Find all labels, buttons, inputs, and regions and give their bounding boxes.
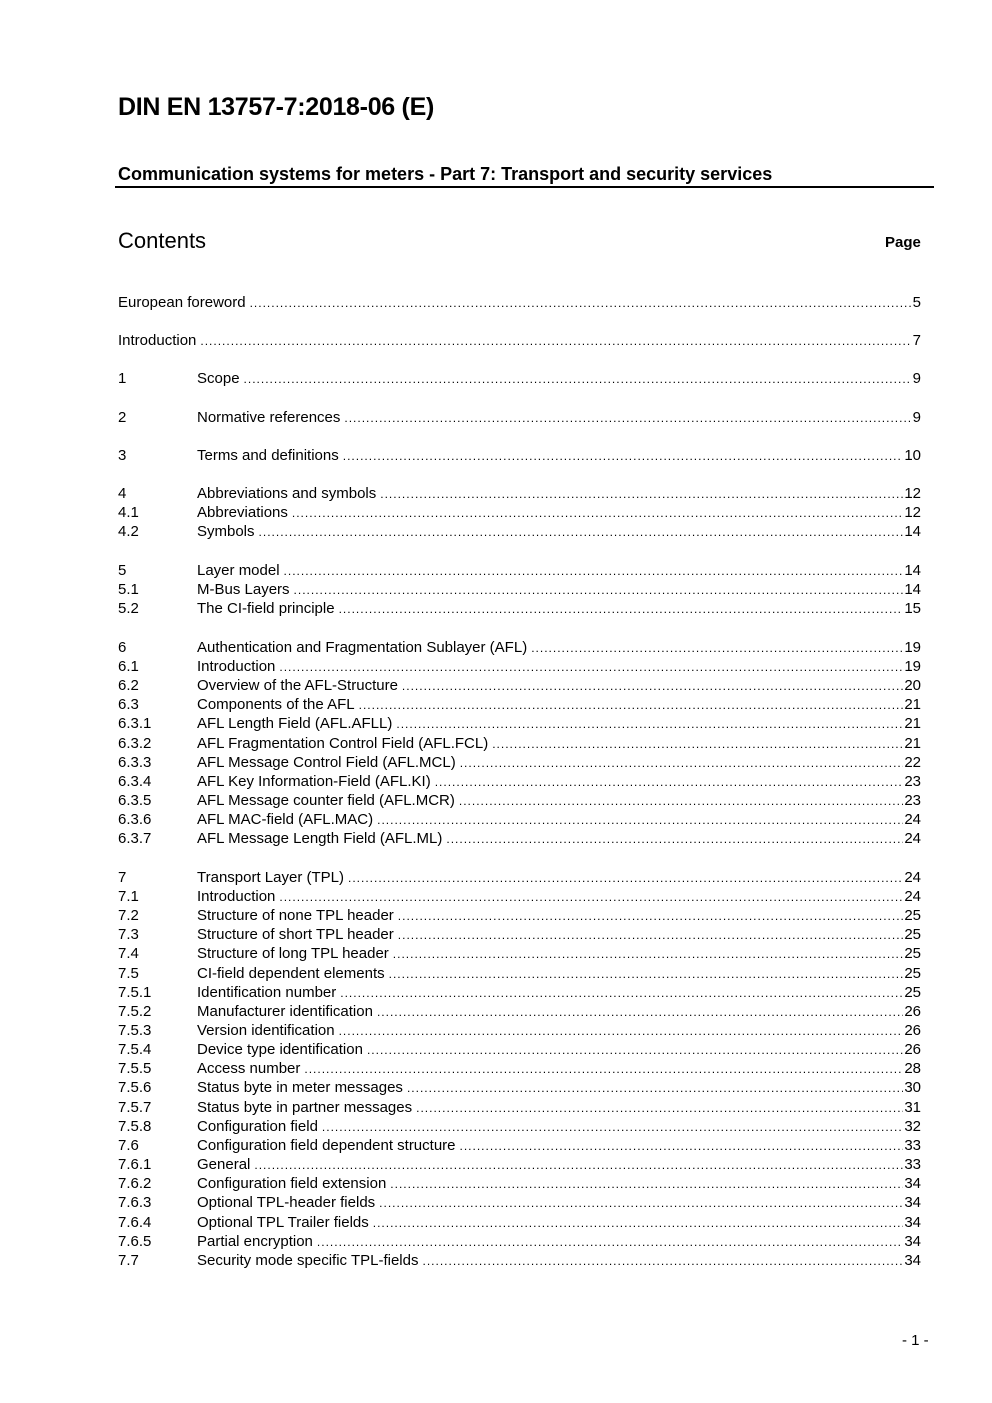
toc-entry-number: 6.3.2 <box>118 735 152 752</box>
toc-entry[interactable] <box>118 599 921 618</box>
toc-entry-number: 4.1 <box>118 504 139 521</box>
toc-entry-number: 6.3.5 <box>118 792 152 809</box>
toc-entry[interactable] <box>118 753 921 772</box>
toc-entry-page: 25 <box>904 926 921 943</box>
toc-entry-page: 34 <box>904 1252 921 1269</box>
toc-entry[interactable] <box>118 331 921 350</box>
toc-entry-number: 7.5.7 <box>118 1099 152 1116</box>
toc-dot-leader <box>402 677 903 696</box>
toc-entry-title: Optional TPL Trailer fields <box>197 1214 369 1231</box>
toc-entry[interactable] <box>118 868 921 887</box>
toc-dot-leader <box>435 773 904 792</box>
toc-entry-page: 26 <box>904 1022 921 1039</box>
toc-entry-number: 1 <box>118 370 127 387</box>
toc-entry-title: The CI-field principle <box>197 600 335 617</box>
toc-entry-number: 7.5.6 <box>118 1079 152 1096</box>
toc-entry-page: 25 <box>904 945 921 962</box>
toc-dot-leader <box>422 1252 903 1271</box>
toc-entry-title: CI-field dependent elements <box>197 965 385 982</box>
toc-entry-title: Introduction <box>197 658 276 675</box>
toc-entry-title: Symbols <box>197 523 255 540</box>
toc-entry-title: AFL Message Length Field (AFL.ML) <box>197 830 443 847</box>
toc-entry[interactable] <box>118 638 921 657</box>
toc-dot-leader <box>380 485 903 504</box>
toc-entry[interactable] <box>118 1059 921 1078</box>
toc-entry-number: 7.5 <box>118 965 139 982</box>
toc-entry-title: Introduction <box>197 888 276 905</box>
toc-entry-page: 14 <box>904 523 921 540</box>
toc-entry-number: 6 <box>118 639 127 656</box>
toc-entry-number: 7.5.1 <box>118 984 152 1001</box>
toc-entry-title: Abbreviations and symbols <box>197 485 377 502</box>
toc-entry-title: Structure of long TPL header <box>197 945 389 962</box>
toc-entry-number: 7.2 <box>118 907 139 924</box>
toc-entry[interactable] <box>118 503 921 522</box>
toc-dot-leader <box>407 1079 903 1098</box>
toc-entry[interactable] <box>118 695 921 714</box>
toc-entry-page: 12 <box>904 485 921 502</box>
toc-dot-leader <box>343 447 904 466</box>
toc-entry[interactable] <box>118 772 921 791</box>
toc-entry[interactable] <box>118 1002 921 1021</box>
toc-entry-title: Scope <box>197 370 240 387</box>
toc-entry-page: 31 <box>904 1099 921 1116</box>
page-column-heading: Page <box>885 234 921 251</box>
toc-entry-page: 15 <box>904 600 921 617</box>
toc-dot-leader <box>398 926 904 945</box>
toc-entry-page: 25 <box>904 984 921 1001</box>
toc-dot-leader <box>398 907 904 926</box>
toc-entry-title: Access number <box>197 1060 301 1077</box>
toc-entry-page: 24 <box>904 888 921 905</box>
toc-entry-title: AFL Key Information-Field (AFL.KI) <box>197 773 431 790</box>
toc-dot-leader <box>284 562 904 581</box>
toc-entry-title: Components of the AFL <box>197 696 355 713</box>
toc-entry-number: 7.6.3 <box>118 1194 152 1211</box>
toc-dot-leader <box>377 811 903 830</box>
toc-entry[interactable] <box>118 369 921 388</box>
toc-entry-page: 14 <box>904 581 921 598</box>
toc-entry-title: European foreword <box>118 294 246 311</box>
toc-entry-number: 7.6.5 <box>118 1233 152 1250</box>
toc-entry-page: 20 <box>904 677 921 694</box>
toc-entry-page: 25 <box>904 965 921 982</box>
toc-dot-leader <box>244 370 912 389</box>
toc-entry[interactable] <box>118 734 921 753</box>
toc-entry-title: AFL MAC-field (AFL.MAC) <box>197 811 374 828</box>
toc-entry-page: 33 <box>904 1137 921 1154</box>
toc-entry-title: Status byte in partner messages <box>197 1099 413 1116</box>
toc-entry-title: Configuration field <box>197 1118 318 1135</box>
toc-entry-number: 5.2 <box>118 600 139 617</box>
toc-entry-number: 6.3.1 <box>118 715 152 732</box>
toc-entry[interactable] <box>118 983 921 1002</box>
toc-entry[interactable] <box>118 1213 921 1232</box>
footer-page-number: - 1 - <box>902 1332 929 1349</box>
toc-entry-number: 6.3.7 <box>118 830 152 847</box>
toc-dot-leader <box>348 869 903 888</box>
toc-entry-title: Partial encryption <box>197 1233 313 1250</box>
toc-dot-leader <box>279 658 903 677</box>
toc-entry-number: 7 <box>118 869 127 886</box>
toc-dot-leader <box>379 1194 903 1213</box>
toc-entry-page: 23 <box>904 773 921 790</box>
toc-entry[interactable] <box>118 561 921 580</box>
toc-entry-title: Structure of short TPL header <box>197 926 394 943</box>
toc-entry-number: 4.2 <box>118 523 139 540</box>
toc-entry-title: Configuration field dependent structure <box>197 1137 456 1154</box>
toc-entry[interactable] <box>118 1117 921 1136</box>
toc-dot-leader <box>304 1060 903 1079</box>
toc-entry-number: 5.1 <box>118 581 139 598</box>
toc-entry-title: Abbreviations <box>197 504 288 521</box>
toc-entry-page: 5 <box>912 294 921 311</box>
toc-entry-page: 34 <box>904 1233 921 1250</box>
toc-entry-number: 6.3 <box>118 696 139 713</box>
toc-entry[interactable] <box>118 1193 921 1212</box>
toc-dot-leader <box>322 1118 903 1137</box>
toc-entry-number: 3 <box>118 447 127 464</box>
toc-entry-number: 7.7 <box>118 1252 139 1269</box>
toc-entry[interactable] <box>118 522 921 541</box>
toc-entry-page: 9 <box>912 370 921 387</box>
toc-entry-page: 19 <box>904 639 921 656</box>
toc-dot-leader <box>396 715 903 734</box>
toc-dot-leader <box>446 830 903 849</box>
document-subtitle: Communication systems for meters - Part 7: Transport and security services <box>118 164 773 184</box>
toc-dot-leader <box>254 1156 903 1175</box>
toc-entry-number: 7.5.5 <box>118 1060 152 1077</box>
toc-dot-leader <box>339 600 904 619</box>
toc-entry-number: 7.6.1 <box>118 1156 152 1173</box>
toc-entry-title: AFL Fragmentation Control Field (AFL.FCL) <box>197 735 489 752</box>
toc-entry-title: Overview of the AFL-Structure <box>197 677 398 694</box>
toc-entry-title: Authentication and Fragmentation Sublayer (AFL) <box>197 639 528 656</box>
toc-entry-page: 25 <box>904 907 921 924</box>
toc-entry[interactable] <box>118 1098 921 1117</box>
toc-entry-page: 32 <box>904 1118 921 1135</box>
toc-dot-leader <box>339 1022 904 1041</box>
toc-dot-leader <box>294 581 904 600</box>
toc-entry-number: 7.4 <box>118 945 139 962</box>
toc-entry-number: 7.6.4 <box>118 1214 152 1231</box>
toc-entry-page: 22 <box>904 754 921 771</box>
toc-entry[interactable] <box>118 944 921 963</box>
toc-entry-number: 7.5.2 <box>118 1003 152 1020</box>
toc-entry-title: Status byte in meter messages <box>197 1079 403 1096</box>
toc-entry-page: 19 <box>904 658 921 675</box>
toc-entry-page: 23 <box>904 792 921 809</box>
toc-entry-page: 26 <box>904 1003 921 1020</box>
toc-entry-page: 24 <box>904 811 921 828</box>
toc-entry-page: 10 <box>904 447 921 464</box>
toc-entry[interactable] <box>118 964 921 983</box>
toc-entry-title: Manufacturer identification <box>197 1003 373 1020</box>
toc-dot-leader <box>344 409 911 428</box>
toc-entry[interactable] <box>118 657 921 676</box>
toc-entry-number: 7.3 <box>118 926 139 943</box>
toc-entry[interactable] <box>118 1155 921 1174</box>
toc-entry-page: 9 <box>912 409 921 426</box>
toc-dot-leader <box>531 639 903 658</box>
toc-entry-title: Terms and definitions <box>197 447 339 464</box>
toc-entry[interactable] <box>118 1174 921 1193</box>
toc-entry-title: Optional TPL-header fields <box>197 1194 376 1211</box>
toc-dot-leader <box>200 332 911 351</box>
toc-entry-title: Transport Layer (TPL) <box>197 869 344 886</box>
toc-dot-leader <box>377 1003 903 1022</box>
toc-entry-page: 34 <box>904 1214 921 1231</box>
toc-entry[interactable] <box>118 1021 921 1040</box>
toc-dot-leader <box>279 888 903 907</box>
toc-entry-title: Introduction <box>118 332 197 349</box>
toc-entry[interactable] <box>118 906 921 925</box>
toc-entry-number: 5 <box>118 562 127 579</box>
toc-entry-title: AFL Length Field (AFL.AFLL) <box>197 715 393 732</box>
toc-entry-number: 7.5.4 <box>118 1041 152 1058</box>
toc-entry-page: 24 <box>904 830 921 847</box>
toc-entry-number: 2 <box>118 409 127 426</box>
toc-entry-title: Device type identification <box>197 1041 363 1058</box>
toc-entry-page: 28 <box>904 1060 921 1077</box>
toc-entry-page: 24 <box>904 869 921 886</box>
toc-dot-leader <box>460 1137 904 1156</box>
toc-entry[interactable] <box>118 1136 921 1155</box>
toc-entry-title: AFL Message Control Field (AFL.MCL) <box>197 754 456 771</box>
toc-entry[interactable] <box>118 580 921 599</box>
toc-entry-title: General <box>197 1156 251 1173</box>
toc-entry[interactable] <box>118 829 921 848</box>
document-title: DIN EN 13757-7:2018-06 (E) <box>118 93 434 121</box>
toc-entry-number: 6.3.3 <box>118 754 152 771</box>
toc-dot-leader <box>460 754 904 773</box>
toc-dot-leader <box>373 1214 904 1233</box>
toc-entry[interactable] <box>118 408 921 427</box>
toc-entry-number: 6.1 <box>118 658 139 675</box>
toc-entry[interactable] <box>118 676 921 695</box>
toc-entry-number: 4 <box>118 485 127 502</box>
toc-entry-title: Structure of none TPL header <box>197 907 394 924</box>
toc-entry-title: AFL Message counter field (AFL.MCR) <box>197 792 455 809</box>
toc-dot-leader <box>390 1175 903 1194</box>
toc-entry-title: M-Bus Layers <box>197 581 290 598</box>
contents-heading: Contents <box>118 228 207 253</box>
toc-dot-leader <box>250 294 912 313</box>
toc-dot-leader <box>393 945 904 964</box>
toc-entry[interactable] <box>118 1078 921 1097</box>
toc-entry-page: 21 <box>904 696 921 713</box>
toc-entry[interactable] <box>118 1251 921 1270</box>
toc-entry-page: 21 <box>904 735 921 752</box>
toc-entry-title: Version identification <box>197 1022 335 1039</box>
toc-entry-title: Identification number <box>197 984 337 1001</box>
toc-dot-leader <box>459 792 903 811</box>
toc-dot-leader <box>389 965 904 984</box>
toc-entry-page: 12 <box>904 504 921 521</box>
toc-entry-number: 6.3.4 <box>118 773 152 790</box>
toc-entry-number: 7.6.2 <box>118 1175 152 1192</box>
toc-entry-title: Configuration field extension <box>197 1175 387 1192</box>
toc-entry-page: 34 <box>904 1194 921 1211</box>
toc-entry[interactable] <box>118 446 921 465</box>
toc-entry-page: 30 <box>904 1079 921 1096</box>
toc-entry-page: 21 <box>904 715 921 732</box>
toc-entry-number: 7.5.3 <box>118 1022 152 1039</box>
toc-entry-title: Security mode specific TPL-fields <box>197 1252 419 1269</box>
toc-entry-number: 6.3.6 <box>118 811 152 828</box>
toc-dot-leader <box>416 1099 903 1118</box>
title-rule <box>115 186 934 188</box>
toc-dot-leader <box>367 1041 903 1060</box>
toc-entry[interactable] <box>118 1040 921 1059</box>
toc-entry-number: 6.2 <box>118 677 139 694</box>
toc-entry[interactable] <box>118 293 921 312</box>
toc-entry-page: 7 <box>912 332 921 349</box>
toc-entry[interactable] <box>118 887 921 906</box>
toc-entry-number: 7.5.8 <box>118 1118 152 1135</box>
toc-entry-page: 34 <box>904 1175 921 1192</box>
toc-dot-leader <box>340 984 903 1003</box>
toc-entry[interactable] <box>118 484 921 503</box>
toc-dot-leader <box>317 1233 903 1252</box>
toc-entry[interactable] <box>118 791 921 810</box>
toc-entry-number: 7.6 <box>118 1137 139 1154</box>
toc-entry[interactable] <box>118 925 921 944</box>
toc-entry-page: 33 <box>904 1156 921 1173</box>
toc-entry-page: 14 <box>904 562 921 579</box>
toc-entry[interactable] <box>118 810 921 829</box>
toc-entry[interactable] <box>118 714 921 733</box>
toc-entry-number: 7.1 <box>118 888 139 905</box>
toc-entry-title: Layer model <box>197 562 280 579</box>
toc-entry-page: 26 <box>904 1041 921 1058</box>
toc-entry-title: Normative references <box>197 409 341 426</box>
toc-dot-leader <box>492 735 903 754</box>
toc-dot-leader <box>292 504 903 523</box>
toc-dot-leader <box>259 523 904 542</box>
toc-dot-leader <box>359 696 904 715</box>
toc-entry[interactable] <box>118 1232 921 1251</box>
